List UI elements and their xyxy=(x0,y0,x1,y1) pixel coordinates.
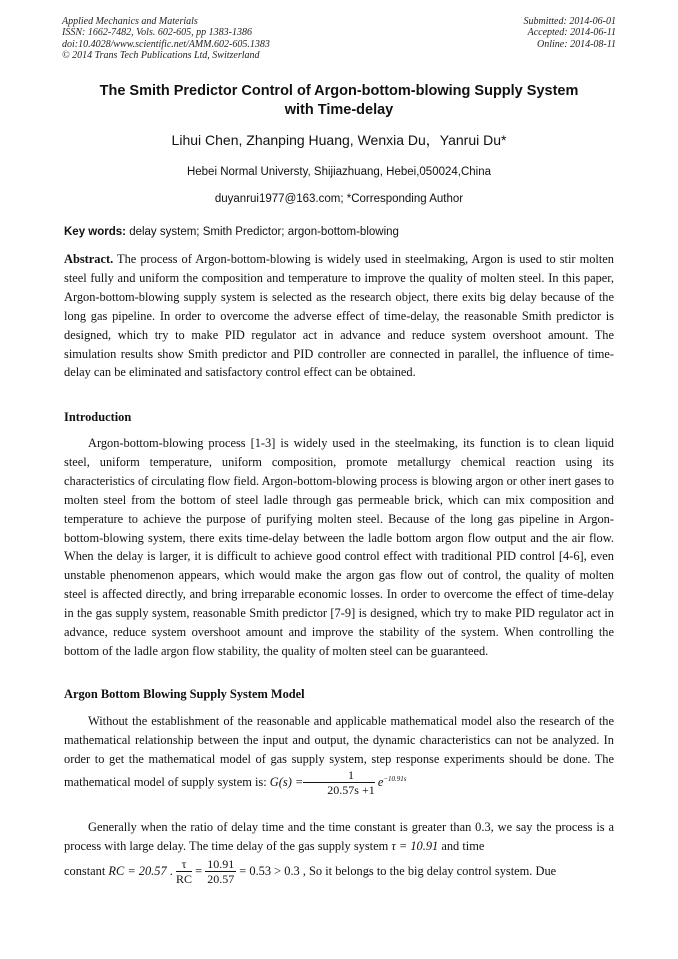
formula-denominator: 20.57s +1 xyxy=(327,782,375,797)
formula-fraction xyxy=(303,769,374,797)
ratio-fraction xyxy=(205,858,236,886)
affiliation: Hebei Normal Universty, Shijiazhuang, Hebei,050024,China xyxy=(186,166,492,178)
submitted-date: Submitted: 2014-06-01 xyxy=(523,16,616,27)
abstract-text: The process of Argon-bottom-blowing is widely used in steelmaking, Argon is used to stir molten steel fully and uniform the composition and temperature to improve the quality of molten steel. In this paper, Argon-bottom-blowing supply system is selected as the research object, there exits big delay because of the long gas pipeline. In order to overcome the adverse effect of time-delay, the reasonable Smith predictor is designed, which try to make PID regulator act in advance and reduce system overshoot amount. The simulation results show Smith predictor and PID controller are connected in parallel, the influence of time-delay can be eliminated and satisfactory control effect can be obtained. xyxy=(64,252,614,380)
ratio-den: 20.57 xyxy=(207,872,235,886)
authors: Lihui Chen, Zhanping Huang, Wenxia Du，Yanrui Du* xyxy=(171,132,507,148)
submission-dates xyxy=(524,16,617,50)
issn-line: ISSN: 1662-7482, Vols. 602-605, pp 1383-1386 xyxy=(62,27,252,39)
introduction-text: Argon-bottom-blowing process [1-3] is widely used in the steelmaking, its function is to clean liquid steel, uniform temperature, uniform composition, promote metallurgy chemical reaction using its characteristics of circulating flow field. Argon-bottom-blowing process is blowing argon or other inert gases to molten steel from the bottom of steel ladle through gas permeable brick, which can mix composition and temperature to achieve the purpose of purifying molten steel. Because of the long gas pipeline in Argon-bottom-blowing system, there exits time-delay between the ladle bottom argon flow output and the air flow. When the delay is larger, it is difficult to achieve good control effect with traditional PID control [4-6], even unstable phenomenon appears, which would make the argon gas flow out of control, the quality of molten steel is affected directly, and bring irreparable economic losses. In order to overcome the effect of time-delay in the gas supply system, reasonable Smith predictor [7-9] is designed, which try to make PID regulator act in advance, reduce system overshoot amount and improve the stability of the system. When controlling the bottom of the ladle argon flow stability, the quality of molten steel can be guaranteed. xyxy=(64,436,614,658)
formula-exponent: −10.91s xyxy=(383,774,407,783)
title-line-1: The Smith Predictor Control of Argon-bottom-blowing Supply System xyxy=(99,83,579,99)
constant-prefix: constant xyxy=(64,863,109,878)
constant-suffix: , So it belongs to the big delay control system. Due xyxy=(299,863,557,878)
title-line-2: with Time-delay xyxy=(284,102,394,118)
general-paragraph xyxy=(64,818,614,856)
copyright-line: © 2014 Trans Tech Publications Ltd, Switzerland xyxy=(62,49,260,61)
model-text xyxy=(64,712,614,797)
journal-name: Applied Mechanics and Materials xyxy=(62,16,198,27)
ratio-result: = 0.53 > 0.3 xyxy=(239,863,300,878)
paper-title xyxy=(60,82,618,120)
constant-line: constant RC = 20.57 . $\frac{\tau}{RC}$ = $\frac{10.91}{20.57}$ = 0.53 > 0.3 , So it belongs to the big delay control system. Due xyxy=(64,857,557,886)
ratio-num: 10.91 xyxy=(207,857,235,871)
keywords-text: delay system; Smith Predictor; argon-bottom-blowing xyxy=(126,226,399,238)
rc-value: RC = 20.57 xyxy=(108,863,167,878)
transfer-function: G(s) = $\frac{1}{20.57s +1}$ $e^{-10.91s}$ xyxy=(269,767,407,797)
online-date: Online: 2014-08-11 xyxy=(537,38,616,50)
tau-rc-fraction xyxy=(176,858,192,886)
accepted-date: Accepted: 2014-06-11 xyxy=(527,27,616,39)
tau-rc-num: τ xyxy=(176,858,192,872)
general-text-2: and time xyxy=(438,838,485,853)
doi-line: doi:10.4028/www.scientific.net/AMM.602-605.1383 xyxy=(62,38,270,50)
tau-rc-den: RC xyxy=(175,872,192,886)
abstract-label: Abstract. xyxy=(64,252,114,266)
formula-lhs: G(s) = xyxy=(269,774,304,789)
tau-value: τ = 10.91 xyxy=(391,838,439,853)
abstract xyxy=(64,250,614,382)
model-heading: Argon Bottom Blowing Supply System Model xyxy=(64,687,305,701)
introduction-heading: Introduction xyxy=(64,410,132,424)
general-text-1: Generally when the ratio of delay time and the time constant is greater than 0.3, we say the process is a process with large delay. The time delay of the gas supply system xyxy=(64,820,614,853)
keywords xyxy=(64,226,399,238)
model-paragraph: Without the establishment of the reasonable and applicable mathematical model also the research of the mathematical relationship between the input and output, the dynamic characteristics can not be analyzed. In order to get the mathematical model of gas supply system, step response experiments should be done. The mathematical model of supply system is: xyxy=(64,714,614,789)
journal-info xyxy=(62,16,270,61)
formula-numerator: 1 xyxy=(303,769,374,783)
contact-email: duyanrui1977@163.com; *Corresponding Author xyxy=(214,193,464,205)
constant-dot: . xyxy=(166,863,173,878)
keywords-label: Key words: xyxy=(64,226,126,238)
